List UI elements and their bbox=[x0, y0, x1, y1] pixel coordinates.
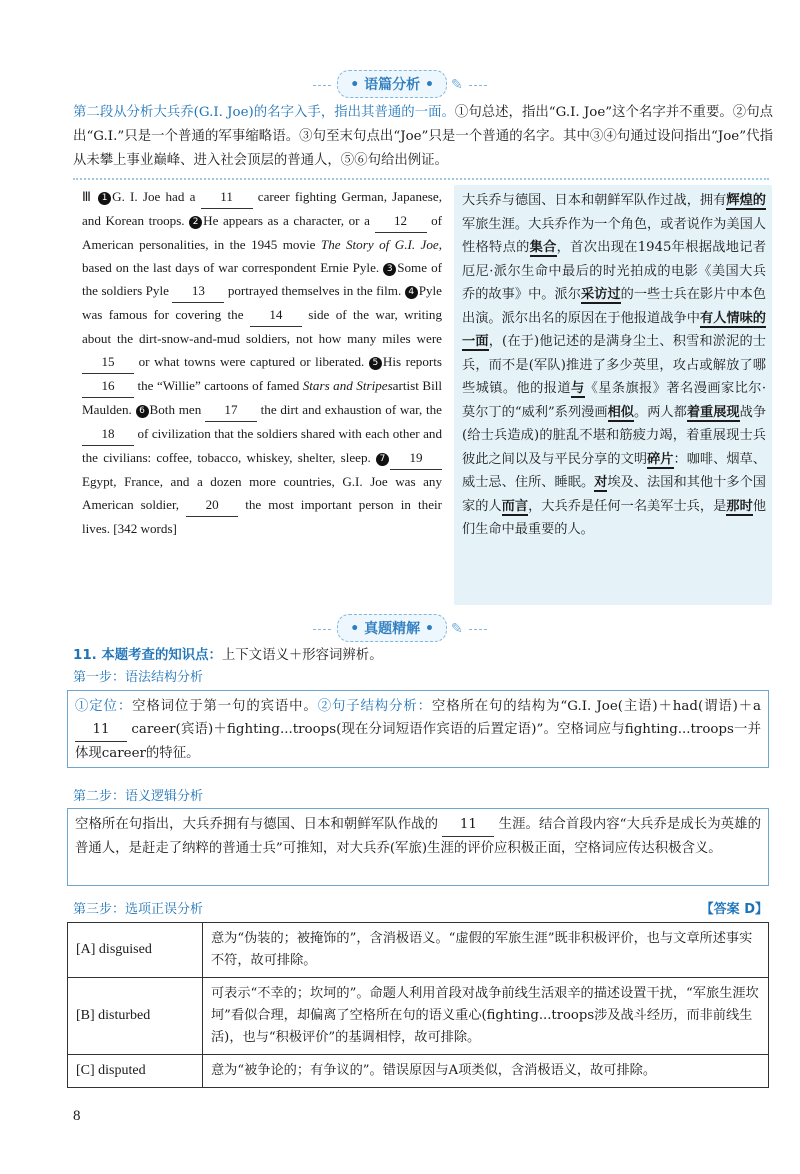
passage-text: the most important person in their lives. [342 words] bbox=[82, 497, 443, 536]
passage-text: of American personalities, in the 1945 movie bbox=[82, 213, 442, 252]
sentence-number: 7 bbox=[376, 453, 389, 466]
blank-16: 16 bbox=[82, 374, 134, 398]
options-table bbox=[67, 922, 769, 1088]
quill-icon: ✎ bbox=[450, 77, 463, 93]
blank-19: 19 bbox=[390, 446, 442, 470]
option-explanation: 意为“伪装的；被掩饰的”，含消极语义。“虚假的军旅生涯”既非积极评价，也与文章所述事实不符，故可排除。 bbox=[203, 923, 769, 978]
section-title-analysis: • 语篇分析 • ✎ bbox=[0, 70, 800, 98]
passage-text: Some of the soldiers Pyle bbox=[82, 260, 442, 298]
passage-text: artist Bill Maulden. bbox=[82, 378, 442, 417]
english-passage bbox=[82, 185, 442, 540]
blank-17: 17 bbox=[205, 398, 257, 422]
passage-text: Pyle was famous for covering the bbox=[82, 283, 442, 322]
table-row bbox=[68, 1055, 769, 1088]
analysis-lead: 第二段从分析大兵乔(G.I. Joe)的名字入手，指出其普通的一面。 bbox=[73, 105, 455, 120]
passage-text: the dirt and exhaustion of war, the bbox=[260, 402, 442, 417]
option-key: [C] disputed bbox=[68, 1055, 203, 1088]
sentence-number: 2 bbox=[189, 216, 202, 229]
passage-text: , based on the last days of war correspondent Ernie Pyle. bbox=[82, 237, 443, 275]
blank-15: 15 bbox=[82, 350, 134, 374]
step3-label: 第三步：选项正误分析 bbox=[73, 902, 204, 917]
option-key: [A] disguised bbox=[68, 923, 203, 978]
step2-label: 第二步：语义逻辑分析 bbox=[73, 789, 204, 804]
passage-text: or what towns were captured or liberated. bbox=[138, 354, 369, 369]
passage-text: Egypt, France, and a dozen more countries, G.I. Joe was any American soldier, bbox=[82, 474, 442, 512]
blank-12: 12 bbox=[375, 209, 427, 233]
sentence-number: 3 bbox=[383, 263, 396, 276]
table-row bbox=[68, 978, 769, 1055]
option-explanation: 意为“被争论的；有争议的”。错误原因与A项类似，含消极语义，故可排除。 bbox=[203, 1055, 769, 1088]
blank-11: 11 bbox=[201, 185, 253, 209]
passage-text: of civilization that the soldiers shared with each other and the civilians: coffee, tobacco, whiskey, shelter, sleep. bbox=[82, 426, 442, 465]
passage-text: Both men bbox=[149, 402, 205, 417]
table-row bbox=[68, 923, 769, 978]
passage-text: the “Willie” cartoons of famed bbox=[137, 378, 303, 393]
sentence-number: 4 bbox=[405, 286, 418, 299]
discourse-analysis bbox=[73, 101, 773, 173]
passage-italic: Stars and Stripes bbox=[302, 378, 393, 393]
passage-text: He appears as a character, or a bbox=[203, 213, 375, 228]
passage-text: His reports bbox=[382, 354, 442, 369]
option-key: [B] disturbed bbox=[68, 978, 203, 1055]
option-explanation: 可表示“不幸的；坎坷的”。命题人利用首段对战争前线生活艰辛的描述设置干扰，“军旅生涯坎坷”看似合理，却偏离了空格所在句的语义重心(fighting...troops涉及战斗经历，而非前线生活)，也与“积极评价”的基调相悖，故可排除。 bbox=[203, 978, 769, 1055]
question-heading: 11. 本题考查的知识点：上下文语义＋形容词辨析。 bbox=[73, 648, 383, 663]
sentence-number: 1 bbox=[98, 192, 111, 205]
passage-label: Ⅲ bbox=[82, 189, 99, 204]
blank-20: 20 bbox=[186, 493, 238, 517]
divider bbox=[73, 178, 769, 180]
passage-text: career fighting German, Japanese, and Korean troops. bbox=[82, 189, 442, 228]
blank-13: 13 bbox=[172, 279, 224, 303]
sentence-number: 5 bbox=[369, 357, 382, 370]
passage-text: side of the war, writing about the dirt-snow-and-mud soldiers, not how many miles were bbox=[82, 307, 442, 346]
passage-italic: The Story of G.I. Joe bbox=[320, 237, 439, 252]
sentence-number: 6 bbox=[136, 405, 149, 418]
page-number: 8 bbox=[73, 1108, 81, 1124]
step1-box: ①定位：空格词位于第一句的宾语中。②句子结构分析：空格所在句的结构为“G.I. Joe(主语)＋had(谓语)＋a 11 career(宾语)＋fighting...troops(现在分词短语作宾语的后置定语)”。空格词应与fighting...troops一并体现career的特征。 bbox=[67, 690, 769, 768]
step1-label: 第一步：语法结构分析 bbox=[73, 670, 204, 685]
answer-badge: 【答案 D】 bbox=[700, 902, 768, 917]
passage-text: portrayed themselves in the film. bbox=[227, 283, 405, 298]
quill-icon: ✎ bbox=[450, 621, 463, 637]
translation-text: 大兵乔与德国、日本和朝鲜军队作过战，拥有辉煌的军旅生涯。大兵乔作为一个角色，或者说作为美国人性格特点的集合，首次出现在1945年根据战地记者厄尼·派尔生命中最后的时光拍成的电影《美国大兵乔的故事》中。派尔采访过的一些士兵在影片中本色出演。派尔出名的原因在于他报道战争中有人情味的一面，(在于)他记述的是满身尘土、积雪和淤泥的士兵，而不是(军队)推进了多少英里，攻占或解放了哪些城镇。他的报道与《星条旗报》著名漫画家比尔·莫尔丁的“威利”系列漫画相似。两人都着重展现战争(给士兵造成)的脏乱不堪和筋疲力竭，着重展现士兵彼此之间以及与平民分享的文明碎片：咖啡、烟草、威士忌、住所、睡眠。对埃及、法国和其他十多个国家的人而言，大兵乔是任何一名美军士兵，是那时他们生命中最重要的人。 bbox=[462, 193, 767, 537]
passage-text: G. I. Joe had a bbox=[112, 189, 201, 204]
blank-18: 18 bbox=[82, 422, 134, 446]
step2-box: 空格所在句指出，大兵乔拥有与德国、日本和朝鲜军队作战的 11 生涯。结合首段内容“大兵乔是成长为英雄的普通人，是赶走了纳粹的普通士兵”可推知，对大兵乔(军旅)生涯的评价应积极正面，空格词应传达积极含义。 bbox=[67, 808, 769, 886]
analysis-body: ①句总述，指出“G.I. Joe”这个名字并不重要。②句点出“G.I.”只是一个普通的军事缩略语。③句至末句点出“Joe”只是一个普通的名字。其中③④句通过设问指出“Joe”代指从未攀上事业巅峰、进入社会顶层的普通人，⑤⑥句给出例证。 bbox=[73, 105, 773, 168]
section-title-explanation: • 真题精解 • ✎ bbox=[0, 614, 800, 642]
blank-14: 14 bbox=[250, 303, 302, 327]
